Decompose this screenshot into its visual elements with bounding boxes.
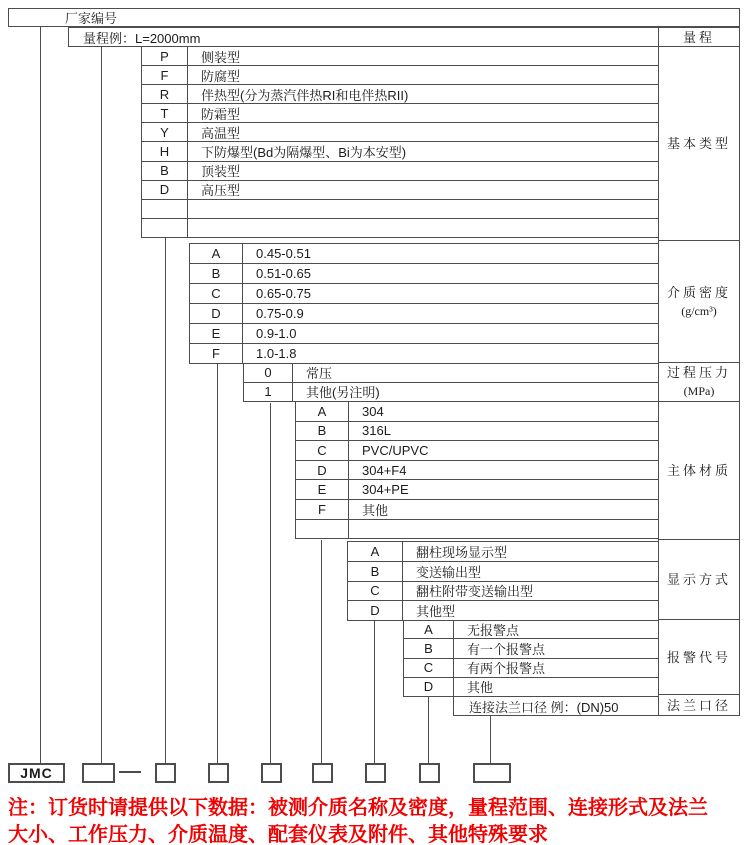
option-desc: 侧装型 xyxy=(201,49,241,65)
option-code: C xyxy=(190,284,243,303)
basic_type-row xyxy=(142,181,658,200)
option-code: 0 xyxy=(244,363,293,382)
option-desc: 0.9-1.0 xyxy=(256,326,297,341)
material-row xyxy=(296,500,658,520)
density-row xyxy=(190,284,658,304)
option-desc: 下防爆型(Bd为隔爆型、Bi为本安型) xyxy=(201,145,407,161)
basic_type-row xyxy=(142,47,658,66)
label-display-mode: 显示方式 xyxy=(659,540,739,620)
option-code: 1 xyxy=(244,383,293,402)
option-code: D xyxy=(190,304,243,323)
option-code: D xyxy=(296,461,349,480)
option-code: A xyxy=(404,620,454,638)
basic_type-row xyxy=(142,66,658,85)
option-code: A xyxy=(296,402,349,421)
manufacturer-code-label: 厂家编号 xyxy=(65,11,118,26)
option-desc: 其他型 xyxy=(416,604,456,620)
code-box-range xyxy=(82,763,115,783)
option-desc: 其他(另注明) xyxy=(306,385,380,401)
option-desc: 防腐型 xyxy=(201,68,241,84)
code-box-material xyxy=(312,763,333,783)
option-desc: 高压型 xyxy=(201,183,241,199)
option-desc: 常压 xyxy=(306,365,333,381)
option-desc: 顶装型 xyxy=(201,164,241,180)
option-code: R xyxy=(142,85,188,103)
option-desc: 防霜型 xyxy=(201,106,241,122)
option-desc: 316L xyxy=(362,423,391,439)
option-code: A xyxy=(348,542,403,561)
option-code: D xyxy=(142,181,188,199)
option-code: C xyxy=(404,659,454,677)
material-row xyxy=(296,520,658,540)
code-box-density xyxy=(208,763,229,783)
connector-line-range xyxy=(101,47,102,763)
pressure-table xyxy=(243,363,658,402)
option-code: D xyxy=(404,678,454,696)
label-material: 主体材质 xyxy=(659,402,739,540)
category-label-column xyxy=(658,27,740,716)
option-code xyxy=(296,520,349,539)
option-code: F xyxy=(190,344,243,363)
label-flange-size: 法兰口径 xyxy=(666,697,731,713)
option-code: P xyxy=(142,47,188,65)
option-desc xyxy=(188,219,658,237)
display-mode-table xyxy=(347,541,658,621)
label-pressure: 过程压力 (MPa) xyxy=(659,363,739,402)
option-desc: PVC/UPVC xyxy=(362,442,429,458)
option-desc: 304+F4 xyxy=(362,462,407,478)
option-desc: 高温型 xyxy=(201,125,241,141)
density-row xyxy=(190,244,658,264)
connector-line-basic-type xyxy=(165,238,166,763)
basic-type-table xyxy=(141,47,658,238)
model-prefix-text: JMC xyxy=(20,765,53,781)
option-code: B xyxy=(348,562,403,581)
option-desc: 伴热型(分为蒸汽伴热RI和电伴热RII) xyxy=(201,87,409,103)
display-row xyxy=(348,542,658,562)
option-code: H xyxy=(142,142,188,160)
label-alarm-code: 报警代号 xyxy=(659,620,739,695)
option-desc: 翻柱附带变送输出型 xyxy=(416,584,534,600)
option-code: E xyxy=(296,480,349,499)
basic_type-row xyxy=(142,85,658,104)
ordering-note-line1: 注：订货时请提供以下数据：被测介质名称及密度，量程范围、连接形式及法兰 xyxy=(8,797,708,819)
connector-line-pressure xyxy=(270,403,271,763)
basic_type-row xyxy=(142,123,658,142)
connector-line-display xyxy=(374,621,375,763)
option-desc xyxy=(188,200,658,218)
basic_type-row xyxy=(142,104,658,123)
basic_type-row xyxy=(142,219,658,238)
option-desc: 0.65-0.75 xyxy=(256,286,311,301)
option-code: B xyxy=(296,422,349,441)
density-row xyxy=(190,304,658,324)
option-code: B xyxy=(142,162,188,180)
density-table xyxy=(189,243,658,364)
option-code: B xyxy=(190,264,243,283)
connector-line-density xyxy=(217,364,218,763)
material-row xyxy=(296,402,658,422)
label-density: 介质密度 (g/cm³) xyxy=(659,241,739,363)
option-desc: 其他 xyxy=(362,502,389,518)
material-row xyxy=(296,441,658,461)
option-code: E xyxy=(190,324,243,343)
code-box-flange xyxy=(473,763,511,783)
option-code: B xyxy=(404,639,454,657)
option-code: F xyxy=(296,500,349,519)
option-code xyxy=(142,200,188,218)
connector-line-material xyxy=(321,540,322,763)
pressure-row xyxy=(244,383,658,403)
option-desc: 1.0-1.8 xyxy=(256,346,297,361)
option-desc: 304 xyxy=(362,403,384,419)
alarm-row xyxy=(404,639,658,658)
display-row xyxy=(348,582,658,602)
alarm-row xyxy=(404,620,658,639)
code-box-basic-type xyxy=(155,763,176,783)
option-desc: 变送输出型 xyxy=(416,564,482,580)
option-desc xyxy=(349,520,658,539)
basic_type-row xyxy=(142,142,658,161)
basic_type-row xyxy=(142,162,658,181)
code-box-alarm xyxy=(419,763,440,783)
alarm-code-table xyxy=(403,620,658,697)
display-row xyxy=(348,601,658,621)
basic_type-row xyxy=(142,200,658,219)
material-row xyxy=(296,422,658,442)
material-table xyxy=(295,402,658,539)
range-example-row xyxy=(68,27,658,47)
flange-size-text: 连接法兰口径 例：(DN)50 xyxy=(469,699,619,715)
density-row xyxy=(190,264,658,284)
ordering-note xyxy=(8,795,748,845)
density-row xyxy=(190,324,658,344)
density-row xyxy=(190,344,658,364)
option-code: C xyxy=(296,441,349,460)
option-desc: 0.75-0.9 xyxy=(256,306,304,321)
option-desc: 无报警点 xyxy=(467,622,520,638)
option-code xyxy=(142,219,188,237)
pressure-row xyxy=(244,363,658,383)
flange-size-row xyxy=(453,697,658,716)
option-desc: 304+PE xyxy=(362,482,409,498)
model-prefix-box xyxy=(8,763,65,783)
code-box-pressure xyxy=(261,763,282,783)
material-row xyxy=(296,461,658,481)
ordering-note-line2: 大小、工作压力、介质温度、配套仪表及附件、其他特殊要求 xyxy=(8,824,548,845)
connector-line-flange xyxy=(490,716,491,763)
alarm-row xyxy=(404,678,658,697)
option-desc: 翻柱现场显示型 xyxy=(416,544,508,560)
separator-dash xyxy=(119,771,141,773)
option-desc: 0.51-0.65 xyxy=(256,266,311,281)
option-code: T xyxy=(142,104,188,122)
option-desc: 0.45-0.51 xyxy=(256,246,311,261)
option-code: F xyxy=(142,66,188,84)
range-example-label: 量程例：L=2000mm xyxy=(83,30,201,46)
connector-line-manufacturer xyxy=(40,27,41,763)
label-range: 量程 xyxy=(659,28,739,47)
material-row xyxy=(296,480,658,500)
display-row xyxy=(348,562,658,582)
option-code: D xyxy=(348,601,403,620)
option-desc: 有一个报警点 xyxy=(467,641,546,657)
label-basic-type: 基本类型 xyxy=(659,47,739,241)
option-code: Y xyxy=(142,123,188,141)
option-code: C xyxy=(348,582,403,601)
alarm-row xyxy=(404,659,658,678)
manufacturer-code-row xyxy=(8,8,740,27)
option-code: A xyxy=(190,244,243,263)
connector-line-alarm xyxy=(428,697,429,763)
option-desc: 有两个报警点 xyxy=(467,661,546,677)
option-desc: 其他 xyxy=(467,680,494,696)
code-box-display xyxy=(365,763,386,783)
